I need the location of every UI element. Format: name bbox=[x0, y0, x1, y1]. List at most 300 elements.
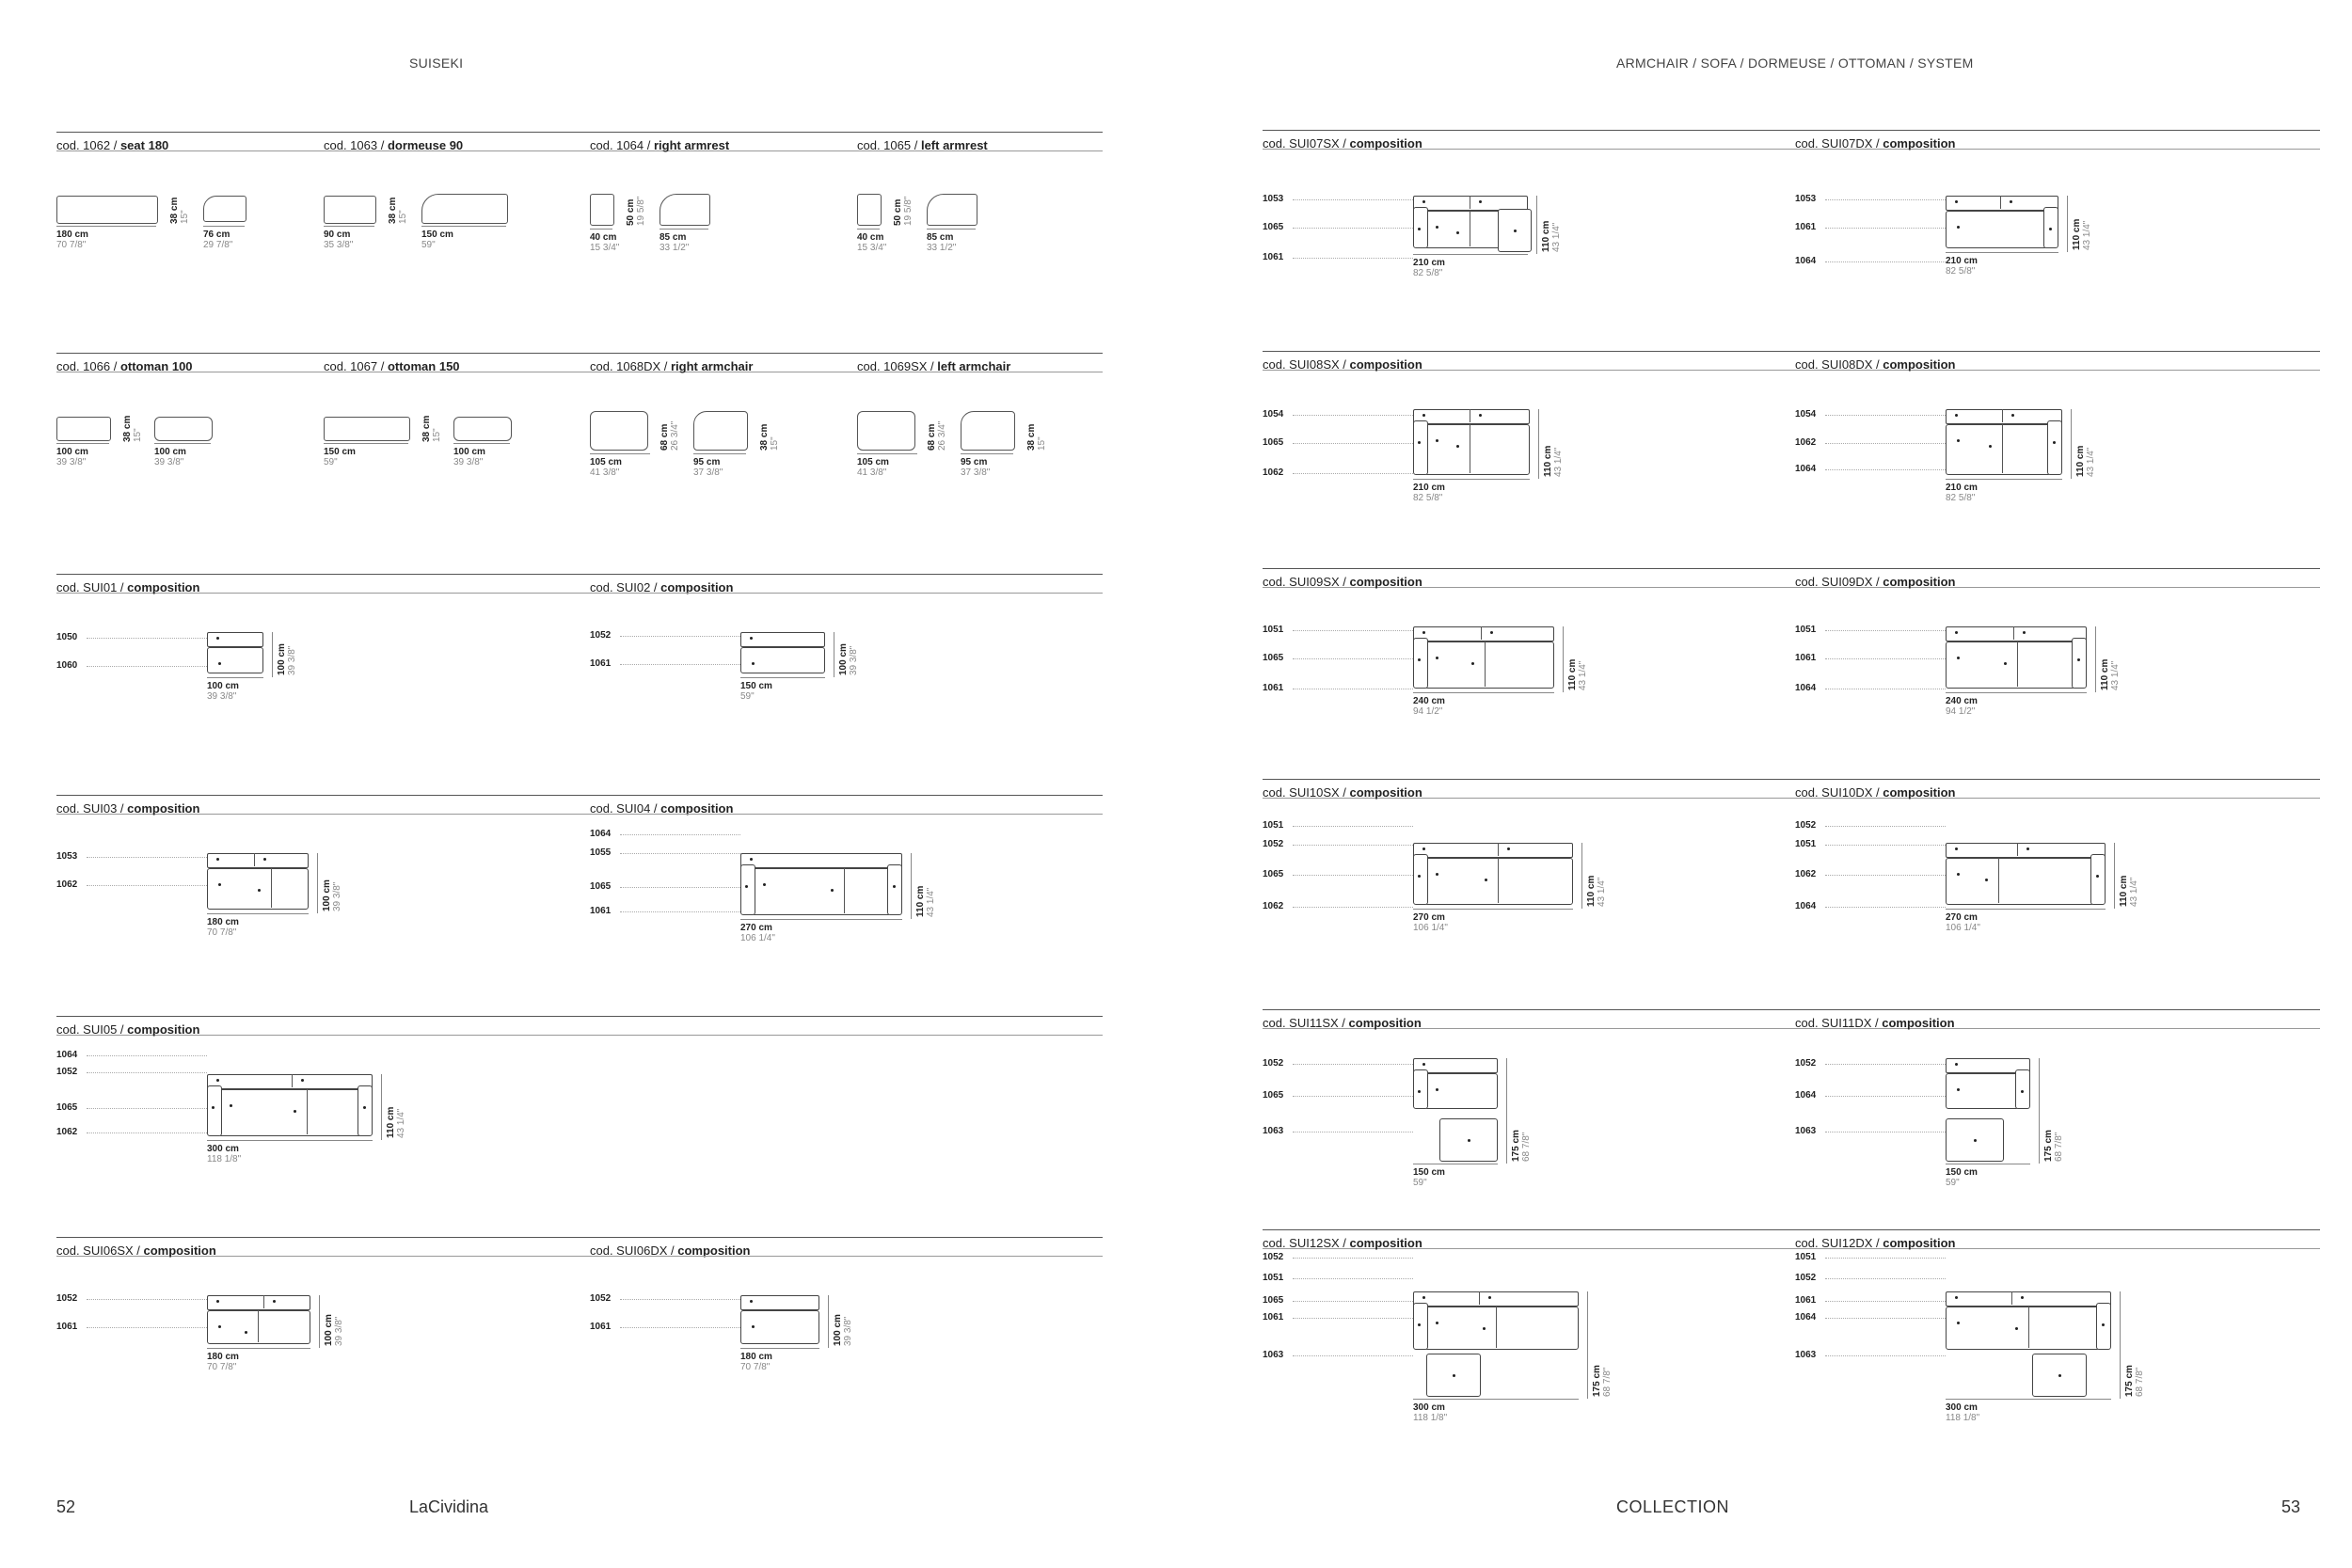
dimension-cm: 100 cm bbox=[277, 643, 287, 675]
dimension-line bbox=[828, 1295, 829, 1348]
leader-line bbox=[1825, 469, 1946, 470]
module-code: 1064 bbox=[1795, 1090, 1817, 1101]
dimension-inch: 43 1/4" bbox=[2110, 660, 2121, 690]
marker-dot bbox=[1468, 1139, 1470, 1142]
leader-line bbox=[87, 885, 207, 886]
dimension-cm: 85 cm bbox=[660, 232, 687, 243]
marker-dot bbox=[1974, 1139, 1977, 1142]
dimension-cm: 150 cm bbox=[1413, 1167, 1445, 1178]
width-dimension bbox=[453, 447, 485, 467]
dimension-inch: 118 1/8" bbox=[1413, 1413, 1448, 1423]
marker-dot bbox=[1957, 1088, 1960, 1091]
dimension-line bbox=[740, 677, 825, 678]
section-title bbox=[324, 138, 463, 152]
dimension-cm: 180 cm bbox=[207, 1352, 239, 1362]
section-code: cod. SUI08SX / bbox=[1263, 357, 1350, 372]
marker-dot bbox=[363, 1106, 366, 1109]
back-cushion bbox=[740, 1295, 819, 1310]
module-code: 1062 bbox=[1263, 467, 1284, 478]
composition-block bbox=[1795, 351, 2320, 548]
height-dimension bbox=[660, 421, 680, 451]
section-code: cod. SUI01 / bbox=[56, 580, 128, 594]
leader-line bbox=[1293, 875, 1413, 876]
marker-dot bbox=[1418, 441, 1421, 444]
dimension-inch: 43 1/4" bbox=[926, 887, 936, 917]
page-title-left: SUISEKI bbox=[409, 55, 464, 71]
side-view bbox=[693, 411, 748, 451]
leader-line bbox=[1293, 1301, 1413, 1302]
dimension-cm: 110 cm bbox=[2072, 218, 2082, 250]
composition-drawing bbox=[740, 1295, 819, 1344]
dimension-cm: 100 cm bbox=[56, 447, 88, 457]
dimension-cm: 210 cm bbox=[1413, 258, 1445, 268]
section-title bbox=[1263, 575, 1422, 589]
section-name: composition bbox=[1349, 1236, 1422, 1250]
divider bbox=[569, 574, 1103, 575]
section-title bbox=[1795, 357, 1956, 372]
armrest-right bbox=[2047, 420, 2062, 475]
width-dimension bbox=[207, 681, 239, 702]
width-dimension bbox=[1946, 1167, 1978, 1188]
composition-block bbox=[1795, 568, 2320, 766]
height-dimension bbox=[421, 416, 442, 442]
section-code: cod. SUI04 / bbox=[590, 801, 661, 816]
dimension-inch: 41 3/8" bbox=[857, 467, 887, 478]
module-code: 1063 bbox=[1795, 1350, 1817, 1360]
section-name: composition bbox=[677, 1243, 751, 1258]
height-dimension bbox=[2072, 219, 2092, 250]
leader-line bbox=[620, 887, 740, 888]
composition-block bbox=[590, 574, 1103, 771]
marker-dot bbox=[750, 637, 753, 640]
marker-dot bbox=[1436, 1322, 1438, 1324]
dimension-cm: 50 cm bbox=[893, 198, 903, 226]
composition-block bbox=[1263, 351, 1795, 548]
section-title bbox=[1263, 357, 1422, 372]
module-code: 1054 bbox=[1795, 409, 1817, 420]
dimension-inch: 39 3/8" bbox=[154, 457, 184, 467]
marker-dot bbox=[216, 1300, 219, 1303]
width-dimension bbox=[590, 232, 619, 253]
leader-line bbox=[1293, 826, 1413, 827]
composition-drawing bbox=[1413, 409, 1530, 475]
height-dimension bbox=[927, 421, 947, 451]
marker-dot bbox=[2004, 662, 2007, 665]
section-name: composition bbox=[127, 801, 200, 816]
dimension-cm: 300 cm bbox=[207, 1144, 239, 1154]
section-name: left armrest bbox=[920, 138, 988, 152]
leader-line bbox=[1825, 228, 1946, 229]
module-code: 1051 bbox=[1263, 1273, 1284, 1283]
dimension-cm: 100 cm bbox=[207, 681, 239, 691]
seat-split bbox=[1498, 858, 1499, 903]
dimension-inch: 70 7/8" bbox=[207, 1362, 237, 1372]
armrest-left bbox=[1413, 1069, 1428, 1109]
section-title bbox=[324, 359, 460, 373]
dimension-inch: 68 7/8" bbox=[1602, 1367, 1613, 1397]
leader-line bbox=[1293, 415, 1413, 416]
divider bbox=[56, 1035, 1103, 1036]
section-code: cod. 1063 / bbox=[324, 138, 388, 152]
section-code: cod. SUI07DX / bbox=[1795, 136, 1883, 150]
marker-dot bbox=[2011, 414, 2014, 417]
dimension-inch: 41 3/8" bbox=[590, 467, 620, 478]
dimension-cm: 180 cm bbox=[740, 1352, 772, 1362]
marker-dot bbox=[1418, 1323, 1421, 1326]
side-view bbox=[660, 194, 710, 226]
composition-block bbox=[1263, 779, 1795, 976]
leader-line bbox=[1825, 1064, 1946, 1065]
dimension-line bbox=[927, 229, 976, 230]
cushion-split bbox=[1479, 1291, 1480, 1305]
dimension-line bbox=[740, 919, 902, 920]
composition-drawing bbox=[740, 632, 825, 673]
element-item bbox=[56, 353, 320, 541]
seat-module bbox=[1424, 1073, 1498, 1109]
composition-drawing bbox=[1413, 1291, 1579, 1350]
section-code: cod. SUI06SX / bbox=[56, 1243, 144, 1258]
dimension-line bbox=[2114, 843, 2115, 909]
dimension-inch: 59" bbox=[1413, 1178, 1427, 1188]
marker-dot bbox=[1418, 658, 1421, 661]
height-dimension bbox=[626, 197, 646, 226]
width-dimension bbox=[740, 681, 772, 702]
dimension-inch: 59" bbox=[421, 240, 436, 250]
dimension-cm: 240 cm bbox=[1946, 696, 1978, 706]
leader-line bbox=[87, 638, 207, 639]
seat-split bbox=[1496, 1307, 1497, 1348]
width-dimension bbox=[1413, 696, 1445, 717]
composition-drawing bbox=[207, 853, 309, 910]
module-code: 1060 bbox=[56, 660, 78, 671]
dimension-inch: 15" bbox=[770, 436, 780, 451]
dimension-cm: 300 cm bbox=[1946, 1402, 1978, 1413]
composition-block bbox=[56, 574, 569, 771]
seat-module bbox=[1946, 641, 2075, 689]
leader-line bbox=[1293, 443, 1413, 444]
cushion-split bbox=[2013, 626, 2014, 640]
width-dimension bbox=[693, 457, 723, 478]
side-view bbox=[421, 194, 508, 224]
leader-line bbox=[1825, 443, 1946, 444]
composition-drawing bbox=[1946, 843, 2106, 905]
armrest-left bbox=[1413, 420, 1428, 475]
cushion-split bbox=[2011, 1291, 2012, 1305]
dimension-line bbox=[1413, 479, 1530, 480]
composition-block bbox=[1795, 1009, 2320, 1207]
back-cushion bbox=[1946, 626, 2087, 641]
module-code: 1053 bbox=[1263, 194, 1284, 204]
dimension-inch: 59" bbox=[1946, 1178, 1960, 1188]
section-code: cod. 1069SX / bbox=[857, 359, 938, 373]
width-dimension bbox=[1413, 912, 1448, 933]
dimension-line bbox=[857, 453, 917, 454]
dimension-cm: 68 cm bbox=[660, 423, 670, 451]
section-name: composition bbox=[1349, 357, 1422, 372]
divider bbox=[569, 593, 1103, 594]
section-code: cod. 1065 / bbox=[857, 138, 921, 152]
marker-dot bbox=[2021, 1090, 2024, 1093]
module-code: 1065 bbox=[1263, 1295, 1284, 1306]
cushion-split bbox=[254, 853, 255, 866]
dimension-line bbox=[1413, 692, 1554, 693]
height-dimension bbox=[1511, 1130, 1532, 1162]
marker-dot bbox=[1471, 662, 1474, 665]
composition-drawing bbox=[740, 853, 902, 915]
dimension-cm: 300 cm bbox=[1413, 1402, 1445, 1413]
module-code: 1061 bbox=[1263, 1312, 1284, 1323]
width-dimension bbox=[927, 232, 956, 253]
marker-dot bbox=[745, 885, 748, 888]
leader-line bbox=[1825, 1318, 1946, 1319]
marker-dot bbox=[1418, 875, 1421, 878]
dimension-line bbox=[1506, 1058, 1507, 1164]
width-dimension bbox=[857, 232, 886, 253]
armrest-left bbox=[1413, 854, 1428, 905]
seat-split bbox=[271, 868, 272, 908]
side-view bbox=[453, 417, 512, 441]
dimension-inch: 118 1/8" bbox=[1946, 1413, 1980, 1423]
cushion-split bbox=[292, 1074, 293, 1087]
section-code: cod. SUI10DX / bbox=[1795, 785, 1883, 800]
dimension-cm: 68 cm bbox=[927, 423, 937, 451]
dimension-line bbox=[2120, 1291, 2121, 1399]
dimension-inch: 39 3/8" bbox=[332, 881, 342, 911]
dimension-inch: 82 5/8" bbox=[1413, 493, 1443, 503]
marker-dot bbox=[1955, 847, 1958, 850]
section-name: composition bbox=[660, 801, 734, 816]
dimension-line bbox=[56, 443, 109, 444]
armrest-right bbox=[887, 864, 902, 915]
width-dimension bbox=[154, 447, 186, 467]
section-title bbox=[1795, 1236, 1956, 1250]
composition-block bbox=[1795, 130, 2320, 327]
marker-dot bbox=[1418, 1090, 1421, 1093]
module-code: 1065 bbox=[1263, 1090, 1284, 1101]
marker-dot bbox=[2049, 228, 2052, 230]
module-code: 1051 bbox=[1263, 820, 1284, 831]
armrest-right bbox=[2015, 1069, 2030, 1109]
dimension-inch: 15" bbox=[133, 428, 143, 442]
seat-module bbox=[1946, 858, 2094, 905]
marker-dot bbox=[245, 1331, 247, 1334]
leader-line bbox=[1825, 658, 1946, 659]
section-title bbox=[590, 359, 753, 373]
dimension-line bbox=[317, 853, 318, 913]
module-code: 1052 bbox=[1795, 1273, 1817, 1283]
marker-dot bbox=[1436, 657, 1438, 659]
back-cushion bbox=[740, 853, 902, 868]
composition-drawing bbox=[1413, 196, 1528, 248]
divider bbox=[1263, 779, 1795, 780]
divider bbox=[56, 1016, 1103, 1017]
dimension-cm: 38 cm bbox=[388, 197, 398, 224]
back-cushion bbox=[207, 853, 309, 868]
composition-drawing bbox=[1946, 196, 2058, 248]
section-name: composition bbox=[1883, 575, 1956, 589]
dimension-inch: 43 1/4" bbox=[396, 1108, 406, 1138]
armrest-left bbox=[740, 864, 755, 915]
section-title bbox=[1795, 785, 1956, 800]
module-code: 1054 bbox=[1263, 409, 1284, 420]
module-code: 1050 bbox=[56, 632, 78, 642]
back-cushion bbox=[1413, 843, 1573, 858]
dimension-cm: 100 cm bbox=[322, 879, 332, 911]
module-code: 1052 bbox=[56, 1067, 78, 1077]
module-code: 1052 bbox=[56, 1293, 78, 1304]
dimension-line bbox=[2071, 409, 2072, 479]
dimension-cm: 38 cm bbox=[421, 415, 432, 442]
section-name: seat 180 bbox=[119, 138, 169, 152]
section-title bbox=[1263, 1236, 1422, 1250]
composition-block bbox=[1263, 1009, 1795, 1207]
module-code: 1062 bbox=[1795, 437, 1817, 448]
width-dimension bbox=[324, 230, 353, 250]
dimension-cm: 110 cm bbox=[1586, 875, 1597, 907]
element-item bbox=[590, 132, 853, 320]
page-title-right: ARMCHAIR / SOFA / DORMEUSE / OTTOMAN / SYSTEM bbox=[1616, 55, 1974, 71]
dimension-line bbox=[203, 226, 245, 227]
element-item bbox=[56, 132, 320, 320]
marker-dot bbox=[1514, 230, 1517, 232]
section-name: composition bbox=[1883, 357, 1956, 372]
dimension-line bbox=[857, 229, 880, 230]
element-item bbox=[590, 353, 853, 541]
element-item bbox=[857, 353, 1120, 541]
section-name: right armrest bbox=[653, 138, 730, 152]
dimension-line bbox=[1538, 409, 1539, 479]
width-dimension bbox=[1413, 1167, 1445, 1188]
marker-dot bbox=[294, 1110, 296, 1113]
leader-line bbox=[620, 636, 740, 637]
dimension-inch: 37 3/8" bbox=[693, 467, 723, 478]
height-dimension bbox=[2075, 446, 2096, 477]
armrest-right bbox=[2072, 638, 2087, 689]
dimension-inch: 118 1/8" bbox=[207, 1154, 242, 1164]
dimension-cm: 180 cm bbox=[207, 917, 239, 927]
section-name: left armchair bbox=[937, 359, 1011, 373]
module-code: 1061 bbox=[1795, 1295, 1817, 1306]
height-dimension bbox=[838, 643, 859, 675]
leader-line bbox=[1825, 261, 1946, 262]
height-dimension bbox=[322, 879, 342, 911]
width-dimension bbox=[740, 1352, 772, 1372]
module-code: 1061 bbox=[1795, 653, 1817, 663]
section-code: cod. SUI02 / bbox=[590, 580, 661, 594]
dimension-inch: 43 1/4" bbox=[1578, 660, 1588, 690]
dimension-inch: 39 3/8" bbox=[843, 1316, 853, 1346]
seat-split bbox=[258, 1310, 259, 1342]
leader-line bbox=[87, 1072, 207, 1073]
height-dimension bbox=[277, 643, 297, 675]
back-cushion bbox=[740, 632, 825, 647]
dimension-line bbox=[324, 443, 408, 444]
section-title bbox=[1795, 1016, 1955, 1030]
marker-dot bbox=[1418, 228, 1421, 230]
dimension-cm: 110 cm bbox=[1567, 658, 1578, 690]
dimension-line bbox=[590, 229, 612, 230]
marker-dot bbox=[1436, 1088, 1438, 1091]
dimension-line bbox=[1946, 1399, 2111, 1400]
leader-line bbox=[620, 853, 740, 854]
dimension-inch: 82 5/8" bbox=[1946, 493, 1976, 503]
dimension-inch: 15" bbox=[432, 428, 442, 442]
seat-module bbox=[1946, 1307, 2100, 1350]
leader-line bbox=[620, 664, 740, 665]
dimension-inch: 43 1/4" bbox=[1597, 877, 1607, 907]
cushion-split bbox=[263, 1295, 264, 1308]
dimension-cm: 270 cm bbox=[1413, 912, 1445, 923]
side-view bbox=[927, 194, 977, 226]
seat-split bbox=[2017, 641, 2018, 687]
page-number-left: 52 bbox=[56, 1497, 76, 1516]
section-code: cod. SUI08DX / bbox=[1795, 357, 1883, 372]
dimension-cm: 76 cm bbox=[203, 230, 230, 240]
marker-dot bbox=[1453, 1374, 1455, 1377]
top-view bbox=[324, 196, 376, 224]
dimension-inch: 39 3/8" bbox=[207, 691, 237, 702]
module-code: 1064 bbox=[1795, 901, 1817, 911]
dimension-inch: 43 1/4" bbox=[2086, 447, 2096, 477]
leader-line bbox=[620, 1299, 740, 1300]
armrest-left bbox=[1413, 1303, 1428, 1350]
width-dimension bbox=[1946, 483, 1978, 503]
dimension-cm: 210 cm bbox=[1413, 483, 1445, 493]
section-code: cod. 1067 / bbox=[324, 359, 388, 373]
composition-drawing bbox=[207, 1074, 373, 1136]
marker-dot bbox=[2053, 441, 2056, 444]
dimension-cm: 175 cm bbox=[1592, 1365, 1602, 1397]
dimension-inch: 94 1/2" bbox=[1413, 706, 1443, 717]
composition-block bbox=[56, 1237, 569, 1434]
marker-dot bbox=[216, 858, 219, 861]
width-dimension bbox=[1946, 256, 1978, 277]
module-code: 1065 bbox=[1263, 222, 1284, 232]
height-dimension bbox=[2100, 659, 2121, 690]
back-cushion bbox=[207, 1074, 373, 1089]
width-dimension bbox=[740, 923, 775, 943]
dimension-line bbox=[1946, 909, 2106, 910]
leader-line bbox=[1825, 1096, 1946, 1097]
marker-dot bbox=[2015, 1327, 2018, 1330]
height-dimension bbox=[833, 1314, 853, 1346]
leader-line bbox=[1825, 415, 1946, 416]
back-cushion bbox=[1946, 1291, 2111, 1307]
section-name: composition bbox=[143, 1243, 216, 1258]
leader-line bbox=[1293, 658, 1413, 659]
dimension-cm: 100 cm bbox=[833, 1314, 843, 1346]
dimension-inch: 59" bbox=[740, 691, 755, 702]
top-view bbox=[56, 417, 111, 441]
module-code: 1061 bbox=[1263, 683, 1284, 693]
divider bbox=[569, 1256, 1103, 1257]
marker-dot bbox=[1422, 847, 1425, 850]
back-cushion bbox=[207, 1295, 310, 1310]
width-dimension bbox=[56, 230, 88, 250]
section-title bbox=[1263, 136, 1422, 150]
back-cushion bbox=[1413, 409, 1530, 424]
width-dimension bbox=[857, 457, 889, 478]
leader-line bbox=[87, 1299, 207, 1300]
seat-module bbox=[218, 1089, 361, 1136]
marker-dot bbox=[1989, 445, 1992, 448]
section-title bbox=[56, 1243, 216, 1258]
section-title bbox=[857, 359, 1010, 373]
marker-dot bbox=[750, 858, 753, 861]
dimension-cm: 150 cm bbox=[324, 447, 356, 457]
marker-dot bbox=[216, 637, 219, 640]
marker-dot bbox=[1436, 873, 1438, 876]
